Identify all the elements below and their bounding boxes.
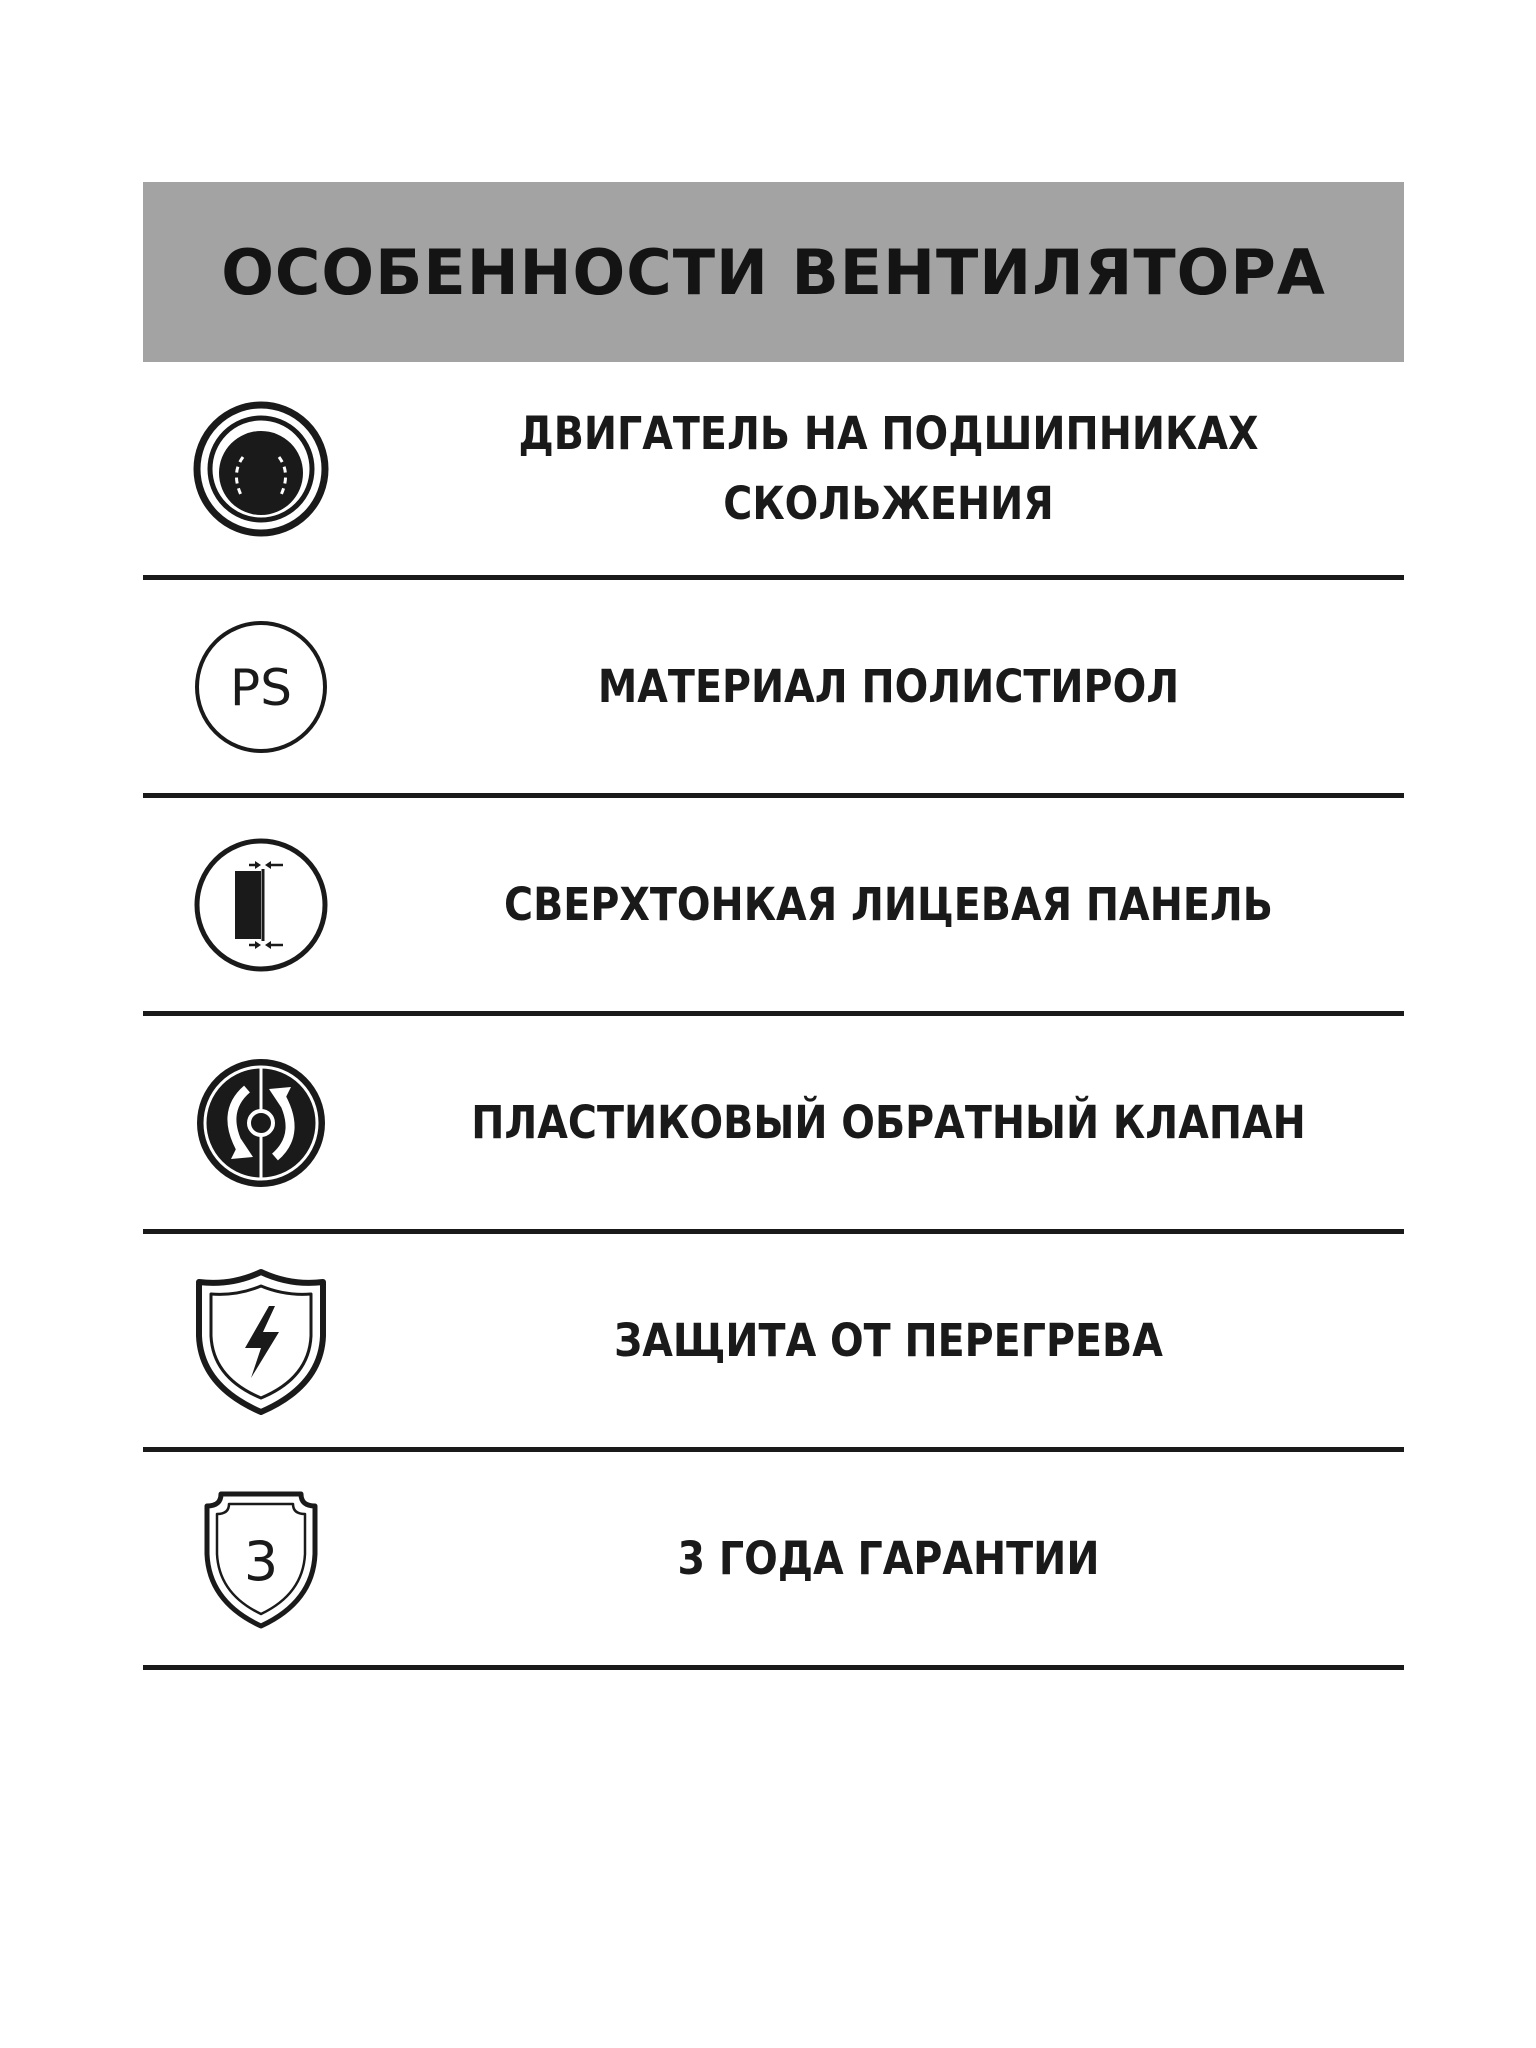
- feature-row-bearing: [143, 362, 1404, 580]
- feature-row-check-valve: [143, 1016, 1404, 1234]
- feature-label: 3 ГОДА ГАРАНТИИ: [677, 1531, 1100, 1585]
- feature-label: ПЛАСТИКОВЫЙ ОБРАТНЫЙ КЛАПАН: [471, 1095, 1306, 1149]
- overheat-shield-icon: [191, 1266, 331, 1416]
- ps-material-icon: [191, 612, 331, 762]
- thin-panel-icon: [191, 830, 331, 980]
- feature-row-overheat: [143, 1234, 1404, 1452]
- bearing-icon: [191, 394, 331, 544]
- warranty-icon-label: 3: [243, 1529, 279, 1593]
- feature-label: МАТЕРИАЛ ПОЛИСТИРОЛ: [597, 659, 1180, 713]
- ps-icon-label: PS: [230, 658, 292, 717]
- feature-row-material: [143, 580, 1404, 798]
- features-list: [143, 362, 1404, 1670]
- page-title: ОСОБЕННОСТИ ВЕНТИЛЯТОРА: [221, 235, 1326, 309]
- feature-row-thin-panel: [143, 798, 1404, 1016]
- feature-label: ДВИГАТЕЛЬ НА ПОДШИПНИКАХ СКОЛЬЖЕНИЯ: [518, 406, 1259, 530]
- header-banner: [143, 182, 1404, 362]
- feature-label: ЗАЩИТА ОТ ПЕРЕГРЕВА: [614, 1313, 1163, 1367]
- feature-row-warranty: [143, 1452, 1404, 1670]
- feature-label: СВЕРХТОНКАЯ ЛИЦЕВАЯ ПАНЕЛЬ: [504, 877, 1273, 931]
- check-valve-icon: [191, 1048, 331, 1198]
- warranty-shield-icon: [191, 1484, 331, 1634]
